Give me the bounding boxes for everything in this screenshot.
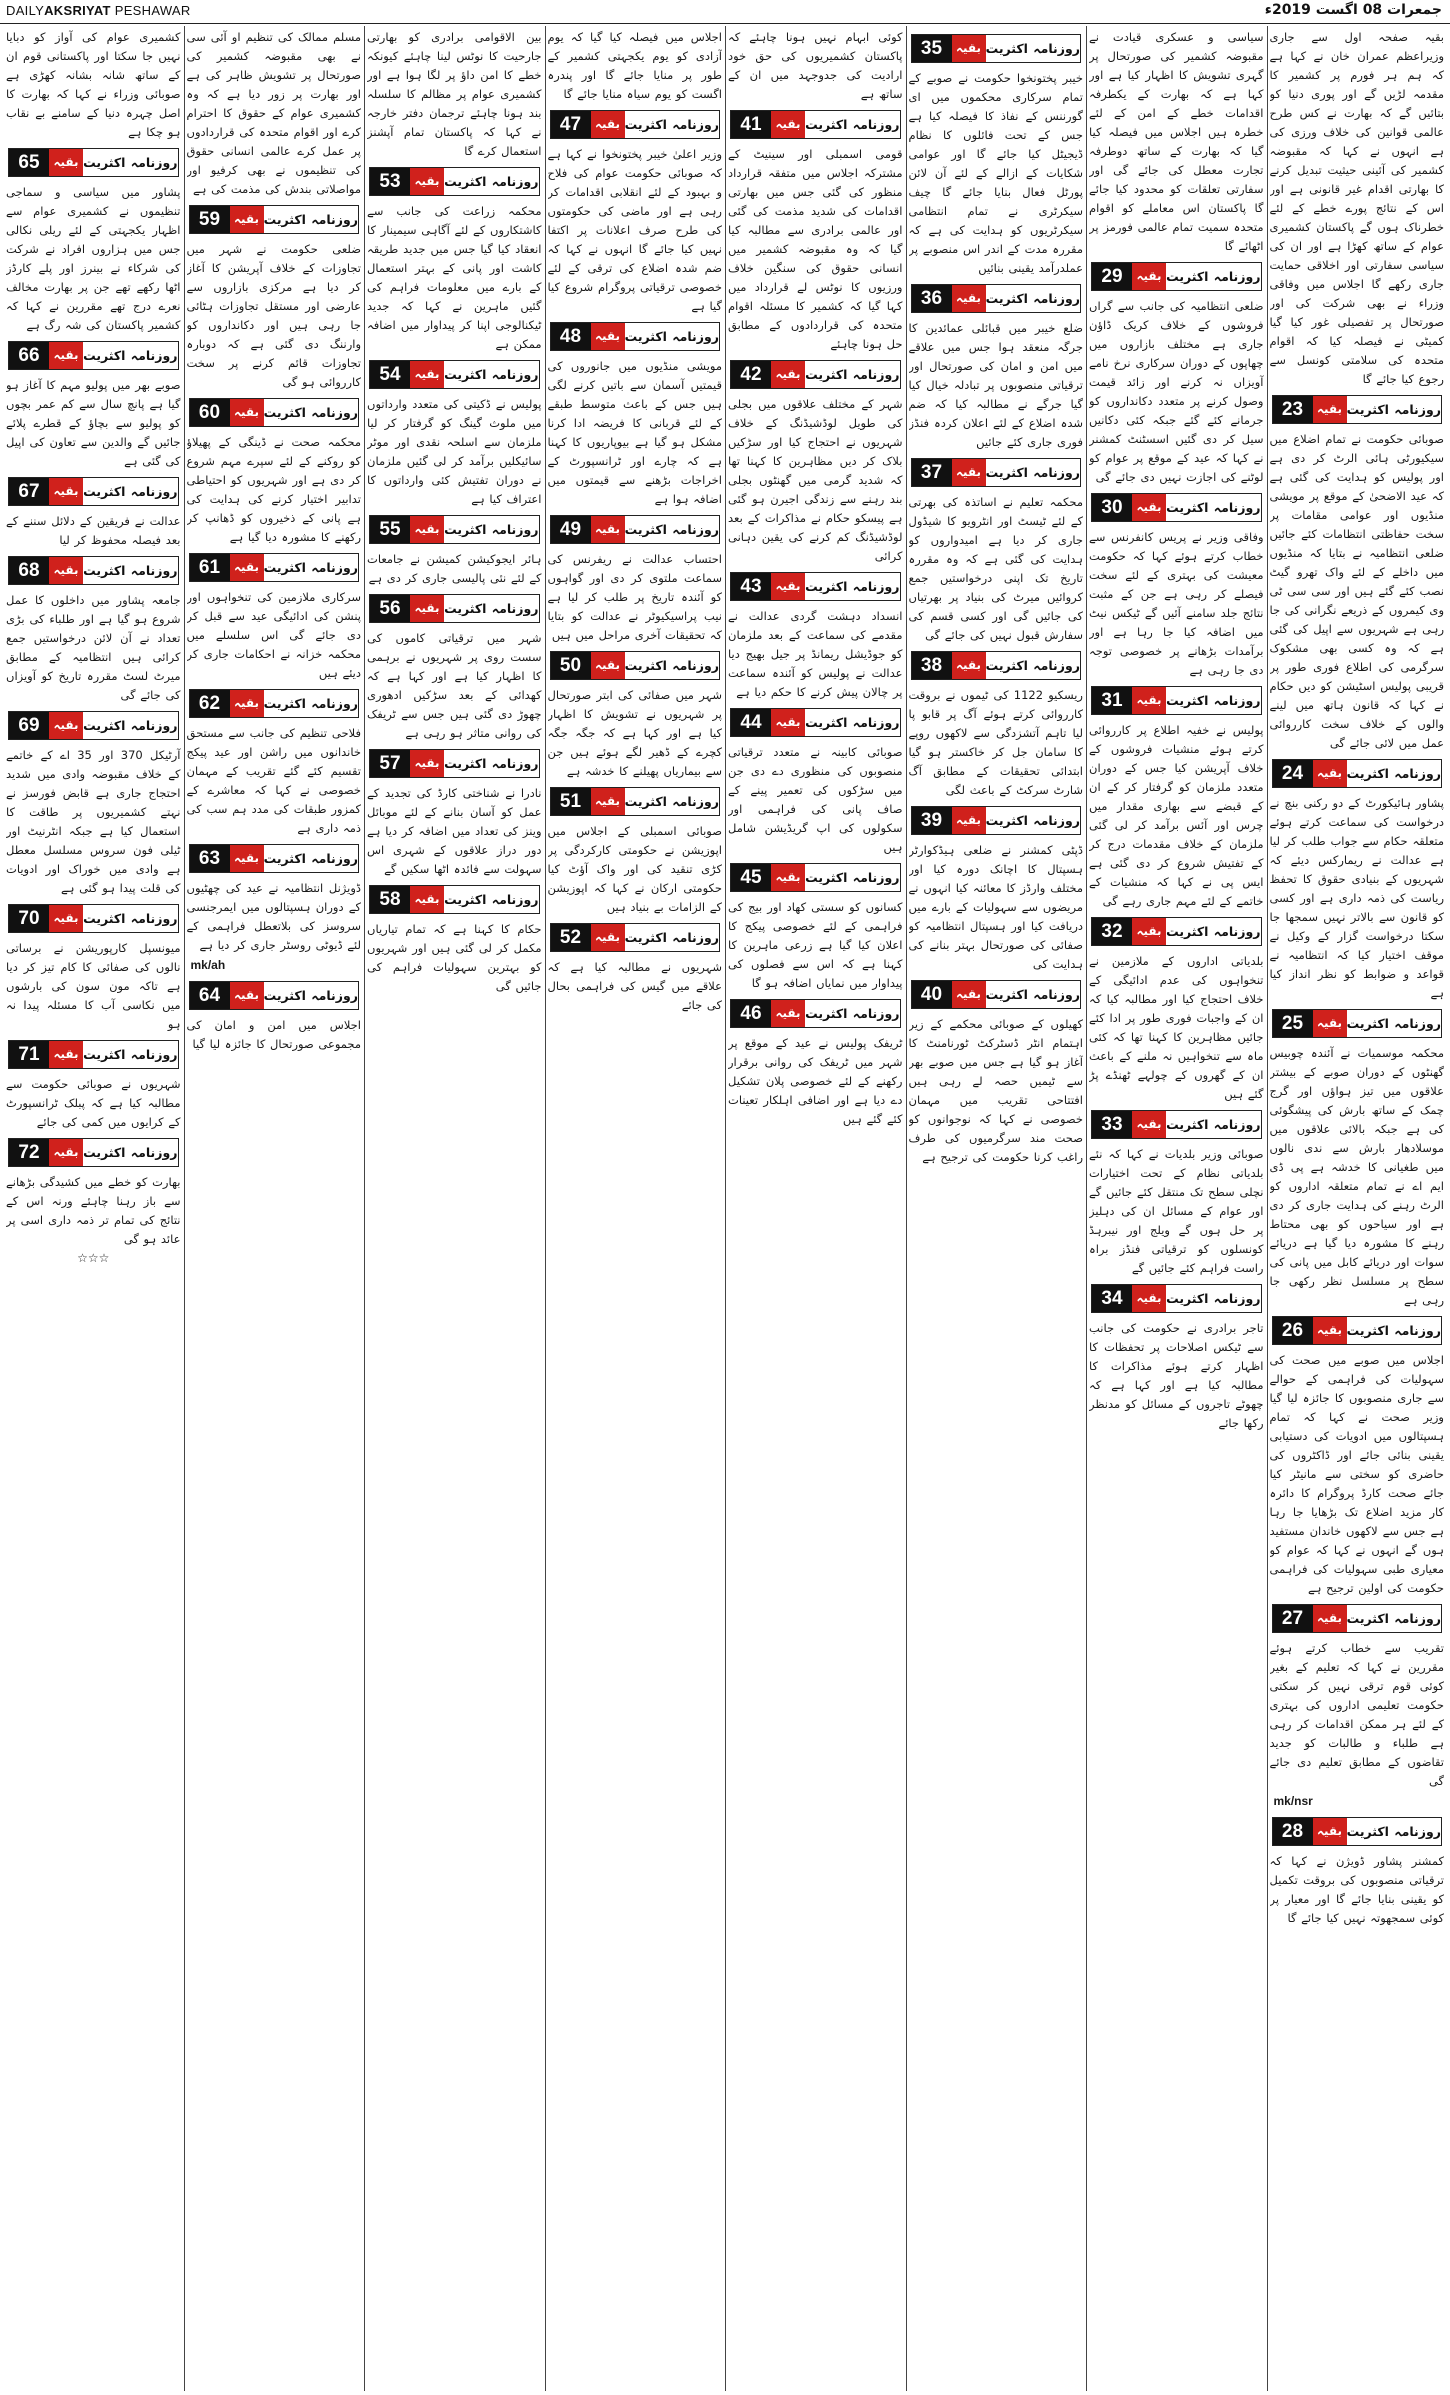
- article-text: شہر کے مختلف علاقوں میں بجلی کی طویل لوڈشیڈنگ کے خلاف شہریوں نے احتجاج کیا اور سڑکیں بلاک کر دیں مظاہرین کا کہنا تھا کہ شدید گرمی میں گھنٹوں بجلی بند رہنے سے زندگی اجیرن ہو گئی ہے پیسکو حکام نے مذاکرات کے بعد لوڈشیڈنگ کم کرنے کی یقین دہانی کرائی: [728, 397, 903, 563]
- newspaper-name-label: روزنامہ اکثریت: [83, 712, 178, 739]
- article-text: خیبر پختونخوا حکومت نے صوبے کے تمام سرکاری محکموں میں ای گورننس کے نفاذ کا فیصلہ کیا ہے جس کے تحت فائلوں کا نظام ڈیجیٹل کیا جائے گا اور عوامی شکایات کے ازالے کے لئے آن لائن پورٹل فعال بنایا جائے گا چیف سیکرٹری نے تمام انتظامی سیکرٹریوں کو ہدایت کی ہے کہ مقررہ مدت کے اندر اس منصوبے پر عملدرآمد یقینی بنائیں: [908, 71, 1083, 275]
- continuation-word: بقیہ: [230, 206, 264, 233]
- continuation-word: بقیہ: [49, 478, 83, 505]
- article-text: ہائر ایجوکیشن کمیشن نے جامعات کے لئے نئی پالیسی جاری کر دی ہے: [367, 552, 542, 585]
- newspaper-name-label: روزنامہ اکثریت: [1347, 1010, 1442, 1037]
- continuation-word: بقیہ: [410, 750, 444, 777]
- continuation-word: بقیہ: [591, 924, 625, 951]
- continuation-number: 31: [1092, 687, 1132, 714]
- article-text: میونسپل کارپوریشن نے برساتی نالوں کی صفائی کا کام تیز کر دیا ہے تاکہ مون سون کی بارشوں میں نکاسی آب کا مسئلہ پیدا نہ ہو: [6, 941, 181, 1031]
- continuation-badge: [1091, 493, 1262, 522]
- continuation-badge: [1272, 1316, 1443, 1345]
- continuation-number: 32: [1092, 918, 1132, 945]
- article-text: ضلعی حکومت نے شہر میں تجاوزات کے خلاف آپریشن کا آغاز کر دیا ہے مرکزی بازاروں سے عارضی اور مستقل تجاوزات ہٹائی جا رہی ہیں اور دکانداروں کو وارننگ دی گئی ہے کہ دوبارہ تجاوزات قائم کرنے پر سخت کارروائی ہو گی: [186, 242, 361, 389]
- continuation-word: بقیہ: [952, 807, 986, 834]
- newspaper-name-label: روزنامہ اکثریت: [1166, 263, 1261, 290]
- continuation-word: بقیہ: [1132, 1285, 1166, 1312]
- continuation-number: 33: [1092, 1111, 1132, 1138]
- continuation-number: 35: [912, 35, 952, 62]
- continuation-word: بقیہ: [952, 285, 986, 312]
- continuation-word: بقیہ: [771, 709, 805, 736]
- article-text: بھارت کو خطے میں کشیدگی بڑھانے سے باز رہنا چاہئے ورنہ اس کے نتائج کی تمام تر ذمہ داری اسی پر عائد ہو گی: [6, 1175, 181, 1246]
- continuation-badge: [550, 651, 721, 680]
- continuation-badge: [8, 477, 179, 506]
- continuation-badge: [8, 711, 179, 740]
- continuation-badge: [730, 572, 901, 601]
- continuation-number: 72: [9, 1139, 49, 1166]
- newspaper-name-label: روزنامہ اکثریت: [986, 459, 1081, 486]
- continuation-word: بقیہ: [1313, 1818, 1347, 1845]
- article-text: وفاقی وزیر نے پریس کانفرنس سے خطاب کرتے ہوئے کہا کہ حکومت معیشت کی بہتری کے لئے سخت فیصلے کر رہی ہے جن کے مثبت نتائج جلد سامنے آئیں گے ٹیکس نیٹ میں اضافہ کیا جا رہا ہے اور برآمدات بڑھانے پر خصوصی توجہ دی جا رہی ہے: [1089, 530, 1264, 677]
- continuation-word: بقیہ: [49, 149, 83, 176]
- continuation-badge: [189, 844, 360, 873]
- continuation-number: 49: [551, 516, 591, 543]
- continuation-badge: [1091, 917, 1262, 946]
- continuation-number: 65: [9, 149, 49, 176]
- continuation-badge: [369, 749, 540, 778]
- newspaper-name-label: روزنامہ اکثریت: [264, 399, 359, 426]
- continuation-number: 29: [1092, 263, 1132, 290]
- continuation-badge: [8, 341, 179, 370]
- continuation-word: بقیہ: [410, 516, 444, 543]
- continuation-word: بقیہ: [591, 323, 625, 350]
- newspaper-name-label: روزنامہ اکثریت: [264, 845, 359, 872]
- continuation-number: 28: [1273, 1818, 1313, 1845]
- newspaper-name-label: روزنامہ اکثریت: [264, 690, 359, 717]
- newspaper-name-label: روزنامہ اکثریت: [986, 807, 1081, 834]
- continuation-badge: [1272, 1817, 1443, 1846]
- continuation-number: 24: [1273, 760, 1313, 787]
- newspaper-name-label: روزنامہ اکثریت: [83, 342, 178, 369]
- news-column: [367, 28, 542, 2385]
- continuation-badge: [8, 1138, 179, 1167]
- column-rule: [725, 26, 726, 2391]
- continuation-number: 70: [9, 905, 49, 932]
- continuation-number: 30: [1092, 494, 1132, 521]
- continuation-number: 27: [1273, 1605, 1313, 1632]
- newspaper-name-label: روزنامہ اکثریت: [264, 554, 359, 581]
- article-text: شہر میں صفائی کی ابتر صورتحال پر شہریوں نے تشویش کا اظہار کیا ہے اور کہا ہے کہ جگہ جگہ کچرے کے ڈھیر لگے ہوئے ہیں جن سے بیماریاں پھیلنے کا خدشہ ہے: [547, 688, 722, 778]
- continuation-word: بقیہ: [230, 982, 264, 1009]
- article-text: اجلاس میں صوبے میں صحت کی سہولیات کی فراہمی کے حوالے سے جاری منصوبوں کا جائزہ لیا گیا وزیر صحت نے کہا کہ تمام ہسپتالوں میں ادویات کی دستیابی یقینی بنائی جائے اور ڈاکٹروں کی حاضری کو سختی سے مانیٹر کیا جائے صحت کارڈ پروگرام کا دائرہ کار مزید اضلاع تک بڑھایا جا رہا ہے جس سے لاکھوں خاندان مستفید ہوں گے انہوں نے کہا کہ عوام کو معیاری طبی سہولیات کی فراہمی حکومت کی اولین ترجیح ہے: [1269, 1353, 1444, 1595]
- newspaper-name-label: روزنامہ اکثریت: [805, 573, 900, 600]
- continuation-number: 39: [912, 807, 952, 834]
- continuation-word: بقیہ: [410, 886, 444, 913]
- article-text: مسلم ممالک کی تنظیم او آئی سی نے بھی مقبوضہ کشمیر کی صورتحال پر تشویش ظاہر کی ہے اور بھارت پر زور دیا ہے کہ وہ کشمیری عوام کے حقوق کا احترام کرے اور اقوام متحدہ کی قراردادوں پر عمل کرے عالمی انسانی حقوق کی تنظیموں نے بھی کرفیو اور مواصلاتی بندش کی مذمت کی ہے: [186, 30, 361, 196]
- newspaper-name-label: روزنامہ اکثریت: [625, 788, 720, 815]
- news-column: [187, 28, 362, 2385]
- continuation-number: 66: [9, 342, 49, 369]
- newspaper-name-label: روزنامہ اکثریت: [625, 516, 720, 543]
- continuation-badge: [8, 1040, 179, 1069]
- continuation-number: 71: [9, 1041, 49, 1068]
- column-rule: [364, 26, 365, 2391]
- editor-signature: mk/nsr: [1273, 1794, 1313, 1808]
- continuation-number: 56: [370, 595, 410, 622]
- newspaper-name-label: روزنامہ اکثریت: [444, 168, 539, 195]
- continuation-word: بقیہ: [1132, 263, 1166, 290]
- continuation-word: بقیہ: [771, 361, 805, 388]
- continuation-badge: [911, 980, 1082, 1009]
- article-text: فلاحی تنظیم کی جانب سے مستحق خاندانوں میں راشن اور عید پیکج تقسیم کئے گئے تقریب کے مہمان خصوصی نے کہا کہ معاشرے کے کمزور طبقات کی مدد ہم سب کی ذمہ داری ہے: [186, 726, 361, 835]
- article-text: احتساب عدالت نے ریفرنس کی سماعت ملتوی کر دی اور گواہوں کو آئندہ تاریخ پر طلب کر لیا ہے نیب پراسیکیوٹر نے عدالت کو بتایا کہ تحقیقات آخری مراحل میں ہیں: [547, 552, 722, 642]
- continuation-word: بقیہ: [230, 690, 264, 717]
- continuation-badge: [369, 167, 540, 196]
- continuation-word: بقیہ: [771, 1000, 805, 1027]
- continuation-word: بقیہ: [591, 788, 625, 815]
- article-text: کھیلوں کے صوبائی محکمے کے زیر اہتمام انٹر ڈسٹرکٹ ٹورنامنٹ کا آغاز ہو گیا ہے جس میں صوبے بھر سے ٹیمیں حصہ لے رہی ہیں افتتاحی تقریب میں مہمان خصوصی نے کہا کہ نوجوانوں کو صحت مند سرگرمیوں کی طرف راغب کرنا حکومت کی ترجیح ہے: [908, 1017, 1083, 1164]
- newspaper-name-label: روزنامہ اکثریت: [625, 924, 720, 951]
- continuation-word: بقیہ: [1132, 494, 1166, 521]
- newspaper-name-label: روزنامہ اکثریت: [805, 1000, 900, 1027]
- continuation-number: 34: [1092, 1285, 1132, 1312]
- continuation-number: 61: [190, 554, 230, 581]
- newspaper-name-label: روزنامہ اکثریت: [264, 982, 359, 1009]
- newspaper-name-label: روزنامہ اکثریت: [444, 516, 539, 543]
- continuation-word: بقیہ: [49, 342, 83, 369]
- continuation-badge: [189, 398, 360, 427]
- newspaper-name-label: روزنامہ اکثریت: [986, 285, 1081, 312]
- article-text: وزیر اعلیٰ خیبر پختونخوا نے کہا ہے کہ صوبائی حکومت عوام کی فلاح و بہبود کے لئے انقلابی اقدامات کر رہی ہے اور ماضی کی حکومتوں کی طرح صرف اعلانات پر اکتفا نہیں کیا جائے گا انہوں نے کہا کہ ضم شدہ اضلاع کی ترقی کے لئے خصوصی ترقیاتی پروگرام شروع کیا گیا ہے: [547, 147, 722, 313]
- continuation-badge: [189, 689, 360, 718]
- editor-signature: mk/ah: [190, 958, 226, 972]
- continuation-badge: [550, 787, 721, 816]
- continuation-number: 38: [912, 652, 952, 679]
- newspaper-name-label: روزنامہ اکثریت: [444, 595, 539, 622]
- continuation-number: 37: [912, 459, 952, 486]
- continuation-number: 52: [551, 924, 591, 951]
- newspaper-name-label: روزنامہ اکثریت: [1166, 918, 1261, 945]
- article-text: نادرا نے شناختی کارڈ کی تجدید کے عمل کو آسان بنانے کے لئے موبائل وینز کی تعداد میں اضافہ کر دیا ہے دور دراز علاقوں کے شہری اس سہولت سے فائدہ اٹھا سکیں گے: [367, 786, 542, 876]
- article-text: پولیس نے خفیہ اطلاع پر کارروائی کرتے ہوئے منشیات فروشوں کے خلاف آپریشن کیا جس کے دوران متعدد ملزمان کو گرفتار کر کے ان کے قبضے سے بھاری مقدار میں چرس اور آئس برآمد کر لی گئی ملزمان کے خلاف مقدمات درج کر کے تفتیش شروع کر دی گئی ہے ایس پی نے کہا کہ منشیات کے خاتمے کے لئے مہم جاری رہے گی: [1089, 723, 1264, 908]
- continuation-number: 53: [370, 168, 410, 195]
- continuation-number: 64: [190, 982, 230, 1009]
- news-column: [909, 28, 1084, 2385]
- newspaper-name-label: روزنامہ اکثریت: [1347, 1818, 1442, 1845]
- continuation-badge: [1091, 262, 1262, 291]
- news-column: [6, 28, 181, 2385]
- newspaper-name-label: روزنامہ اکثریت: [805, 709, 900, 736]
- continuation-word: بقیہ: [1313, 760, 1347, 787]
- newspaper-name-label: روزنامہ اکثریت: [625, 652, 720, 679]
- continuation-word: بقیہ: [410, 168, 444, 195]
- article-text: محکمہ تعلیم نے اساتذہ کی بھرتی کے لئے ٹیسٹ اور انٹرویو کا شیڈول جاری کر دیا ہے امیدواروں کو ہدایت کی گئی ہے کہ وہ مقررہ تاریخ تک اپنی درخواستیں جمع کروائیں میرٹ کی بنیاد پر بھرتیاں کی جائیں گی اور کسی قسم کی سفارش قبول نہیں کی جائے گی: [908, 495, 1083, 642]
- article-text: کمشنر پشاور ڈویژن نے کہا کہ ترقیاتی منصوبوں کی بروقت تکمیل کو یقینی بنایا جائے گا اور معیار پر کوئی سمجھوتہ نہیں کیا جائے گا: [1269, 1854, 1444, 1925]
- newspaper-name-label: روزنامہ اکثریت: [1347, 1605, 1442, 1632]
- column-rule: [1267, 26, 1268, 2391]
- continuation-badge: [1091, 1284, 1262, 1313]
- continuation-badge: [1272, 395, 1443, 424]
- article-text: شہر میں ترقیاتی کاموں کی سست روی پر شہریوں نے برہمی کا اظہار کیا ہے اور کہا ہے کہ کھدائی کے بعد سڑکیں ادھوری چھوڑ دی گئی ہیں جس سے ٹریفک کی روانی متاثر ہو رہی ہے: [367, 631, 542, 740]
- continuation-number: 60: [190, 399, 230, 426]
- continuation-word: بقیہ: [1313, 1605, 1347, 1632]
- continuation-word: بقیہ: [952, 459, 986, 486]
- continuation-badge: [730, 708, 901, 737]
- continuation-badge: [911, 34, 1082, 63]
- continuation-badge: [911, 458, 1082, 487]
- article-text: پشاور میں سیاسی و سماجی تنظیموں نے کشمیری عوام سے اظہار یکجہتی کے لئے ریلی نکالی جس میں ہزاروں افراد نے شرکت کی شرکاء نے بینرز اور پلے کارڈز اٹھا رکھے تھے جن پر بھارت مخالف نعرے درج تھے مقررین نے کہا کہ کشمیر پاکستان کی شہ رگ ہے: [6, 185, 181, 332]
- continuation-word: بقیہ: [410, 361, 444, 388]
- newspaper-name-label: روزنامہ اکثریت: [444, 886, 539, 913]
- newspaper-name-label: روزنامہ اکثریت: [1166, 1285, 1261, 1312]
- continuation-number: 48: [551, 323, 591, 350]
- newspaper-name-label: روزنامہ اکثریت: [1347, 1317, 1442, 1344]
- article-text: صوبے بھر میں پولیو مہم کا آغاز ہو گیا ہے پانچ سال سے کم عمر بچوں کو پولیو سے بچاؤ کے قطرے پلائے جائیں گے والدین سے تعاون کی اپیل کی گئی ہے: [6, 378, 181, 468]
- continuation-badge: [550, 110, 721, 139]
- continuation-number: 62: [190, 690, 230, 717]
- continuation-badge: [730, 999, 901, 1028]
- column-rule: [545, 26, 546, 2391]
- article-text: ڈپٹی کمشنر نے ضلعی ہیڈکوارٹر ہسپتال کا اچانک دورہ کیا اور مختلف وارڈز کا معائنہ کیا انہوں نے مریضوں سے سہولیات کے بارے میں دریافت کیا اور ہسپتال انتظامیہ کو صفائی کی صورتحال بہتر بنانے کی ہدایت کی: [908, 843, 1083, 971]
- article-text: بین الاقوامی برادری کو بھارتی جارحیت کا نوٹس لینا چاہئے کیونکہ خطے کا امن داؤ پر لگا ہوا ہے اور کشمیری عوام پر مظالم کا سلسلہ بند ہونا چاہئے ترجمان دفتر خارجہ نے کہا کہ پاکستان تمام آپشنز استعمال کرے گا: [367, 30, 542, 158]
- newspaper-name-label: روزنامہ اکثریت: [1166, 494, 1261, 521]
- newspaper-name-label: روزنامہ اکثریت: [986, 35, 1081, 62]
- continuation-number: 54: [370, 361, 410, 388]
- continuation-word: بقیہ: [49, 557, 83, 584]
- newspaper-name-label: روزنامہ اکثریت: [83, 557, 178, 584]
- newspaper-name-label: روزنامہ اکثریت: [1347, 396, 1442, 423]
- continuation-number: 59: [190, 206, 230, 233]
- continuation-word: بقیہ: [410, 595, 444, 622]
- article-text: صوبائی اسمبلی کے اجلاس میں اپوزیشن نے حکومتی کارکردگی پر کڑی تنقید کی اور واک آؤٹ کیا حکومتی ارکان نے کہا کہ اپوزیشن کے الزامات بے بنیاد ہیں: [547, 824, 722, 914]
- newspaper-name-label: روزنامہ اکثریت: [986, 981, 1081, 1008]
- masthead: [0, 0, 1450, 24]
- newspaper-name-label: روزنامہ اکثریت: [805, 864, 900, 891]
- continuation-word: بقیہ: [230, 845, 264, 872]
- article-text: اجلاس میں امن و امان کی مجموعی صورتحال کا جائزہ لیا گیا: [186, 1018, 361, 1051]
- article-text: انسداد دہشت گردی عدالت نے مقدمے کی سماعت کے بعد ملزمان کو جوڈیشل ریمانڈ پر جیل بھیج دیا عدالت نے پولیس کو آئندہ سماعت پر چالان پیش کرنے کا حکم دیا ہے: [728, 609, 903, 699]
- news-column: [1089, 28, 1264, 2385]
- continuation-word: بقیہ: [1313, 1010, 1347, 1037]
- continuation-number: 44: [731, 709, 771, 736]
- continuation-badge: [8, 556, 179, 585]
- continuation-word: بقیہ: [49, 712, 83, 739]
- article-text: تاجر برادری نے حکومت کی جانب سے ٹیکس اصلاحات پر تحفظات کا اظہار کرتے ہوئے مذاکرات کا مطالبہ کیا ہے اور کہا ہے کہ چھوٹے تاجروں کے مسائل کو مدنظر رکھا جائے: [1089, 1321, 1264, 1430]
- continuation-badge: [911, 806, 1082, 835]
- continuation-number: 51: [551, 788, 591, 815]
- newspaper-name-label: روزنامہ اکثریت: [625, 111, 720, 138]
- article-text: قومی اسمبلی اور سینیٹ کے مشترکہ اجلاس میں متفقہ قرارداد منظور کی گئی جس میں بھارتی اقدامات کی شدید مذمت کی گئی اور عالمی برادری سے مطالبہ کیا گیا کہ وہ مقبوضہ کشمیر میں انسانی حقوق کی سنگین خلاف ورزیوں کا نوٹس لے قرارداد میں کہا گیا کہ کشمیر کا مسئلہ اقوام متحدہ کی قراردادوں کے مطابق حل ہونا چاہئے: [728, 147, 903, 351]
- article-text: ڈویژنل انتظامیہ نے عید کی چھٹیوں کے دوران ہسپتالوں میں ایمرجنسی سروسز کی بلاتعطل فراہمی کے لئے ڈیوٹی روسٹر جاری کر دیا ہے: [186, 881, 361, 952]
- newspaper-name-label: روزنامہ اکثریت: [1347, 760, 1442, 787]
- newspaper-name-label: روزنامہ اکثریت: [444, 750, 539, 777]
- article-text: ضلع خیبر میں قبائلی عمائدین کا جرگہ منعقد ہوا جس میں علاقے میں امن و امان کی صورتحال اور ترقیاتی منصوبوں پر تبادلہ خیال کیا گیا جرگے نے مطالبہ کیا کہ ضم شدہ اضلاع کے لئے اعلان کردہ فنڈز فوری جاری کئے جائیں: [908, 321, 1083, 449]
- article-text: پشاور ہائیکورٹ کے دو رکنی بنچ نے درخواست کی سماعت کرتے ہوئے متعلقہ حکام سے جواب طلب کر لیا ہے عدالت نے ریمارکس دیئے کہ شہریوں کے بنیادی حقوق کا تحفظ ریاست کی ذمہ داری ہے اور کسی کو قانون سے بالاتر نہیں سمجھا جا سکتا درخواست گزار کے وکیل نے موقف اختیار کیا کہ انتظامیہ نے قواعد و ضوابط کو نظر انداز کیا ہے: [1269, 796, 1444, 1000]
- article-text: کوئی ابہام نہیں ہونا چاہئے کہ پاکستان کشمیریوں کی حق خود ارادیت کی جدوجہد میں ان کے ساتھ ہے: [728, 30, 903, 101]
- continuation-number: 55: [370, 516, 410, 543]
- continuation-word: بقیہ: [49, 905, 83, 932]
- issue-date: جمعرات 08 اگست 2019ء: [1264, 2, 1442, 18]
- end-stars: ☆☆☆: [77, 1251, 110, 1265]
- newspaper-name-label: روزنامہ اکثریت: [83, 478, 178, 505]
- continuation-number: 57: [370, 750, 410, 777]
- article-text: شہریوں نے صوبائی حکومت سے مطالبہ کیا ہے کہ پبلک ٹرانسپورٹ کے کرایوں میں کمی کی جائے: [6, 1077, 181, 1129]
- continuation-word: بقیہ: [1132, 687, 1166, 714]
- article-text: کشمیری عوام کی آواز کو دبایا نہیں جا سکتا اور پاکستانی قوم ان کے ساتھ شانہ بشانہ کھڑی ہے صوبائی وزراء نے کہا کہ بھارت کا اصل چہرہ دنیا کے سامنے بے نقاب ہو چکا ہے: [6, 30, 181, 139]
- column-rule: [1086, 26, 1087, 2391]
- continuation-badge: [8, 904, 179, 933]
- continuation-number: 63: [190, 845, 230, 872]
- continuation-badge: [730, 360, 901, 389]
- continuation-word: بقیہ: [1132, 1111, 1166, 1138]
- continuation-number: 45: [731, 864, 771, 891]
- article-text: پولیس نے ڈکیتی کی متعدد وارداتوں میں ملوث گینگ کو گرفتار کر لیا ملزمان سے اسلحہ نقدی اور موٹر سائیکلیں برآمد کر لی گئیں ملزمان نے دوران تفتیش کئی وارداتوں کا اعتراف کیا ہے: [367, 397, 542, 506]
- newspaper-name-label: روزنامہ اکثریت: [83, 149, 178, 176]
- continuation-word: بقیہ: [771, 864, 805, 891]
- column-rule: [906, 26, 907, 2391]
- article-text: سرکاری ملازمین کی تنخواہوں اور پنشن کی ادائیگی عید سے قبل کر دی جائے گی اس سلسلے میں محکمہ خزانہ نے احکامات جاری کر دیئے ہیں: [186, 590, 361, 680]
- article-text: حکام کا کہنا ہے کہ تمام تیاریاں مکمل کر لی گئی ہیں اور شہریوں کو بہترین سہولیات فراہم کی جائیں گی: [367, 922, 542, 993]
- continuation-number: 58: [370, 886, 410, 913]
- continuation-badge: [1091, 686, 1262, 715]
- continuation-number: 43: [731, 573, 771, 600]
- newspaper-name-label: روزنامہ اکثریت: [805, 111, 900, 138]
- article-text: سیاسی و عسکری قیادت نے مقبوضہ کشمیر کی صورتحال پر گہری تشویش کا اظہار کیا ہے اور کہا ہے کہ بھارت کے یکطرفہ اقدامات خطے کے امن کے لئے خطرہ ہیں اجلاس میں فیصلہ کیا گیا کہ بھارت کے ساتھ دوطرفہ تجارت معطل کی جائے گی اور سفارتی تعلقات کو محدود کیا جائے گا پاکستان اس معاملے کو اقوام متحدہ سمیت تمام عالمی فورمز پر اٹھائے گا: [1089, 30, 1264, 253]
- continuation-number: 26: [1273, 1317, 1313, 1344]
- continuation-word: بقیہ: [952, 652, 986, 679]
- continuation-word: بقیہ: [591, 652, 625, 679]
- continuation-word: بقیہ: [230, 554, 264, 581]
- continuation-badge: [730, 110, 901, 139]
- continuation-word: بقیہ: [1313, 396, 1347, 423]
- continuation-badge: [911, 651, 1082, 680]
- article-text: جامعہ پشاور میں داخلوں کا عمل شروع ہو گیا ہے اور طلباء کی بڑی تعداد نے آن لائن درخواستیں جمع کرائی ہیں انتظامیہ کے مطابق میرٹ لسٹ مقررہ تاریخ کو آویزاں کی جائے گی: [6, 593, 181, 702]
- article-text: عدالت نے فریقین کے دلائل سننے کے بعد فیصلہ محفوظ کر لیا: [6, 514, 181, 547]
- article-text: محکمہ زراعت کی جانب سے کاشتکاروں کے لئے آگاہی سیمینار کا انعقاد کیا گیا جس میں جدید طریقہ کاشت اور پانی کے بہتر استعمال کے بارے میں معلومات فراہم کی گئیں ماہرین نے کہا کہ جدید ٹیکنالوجی اپنا کر پیداوار میں اضافہ ممکن ہے: [367, 204, 542, 351]
- newspaper-name-label: روزنامہ اکثریت: [264, 206, 359, 233]
- article-text: بقیہ صفحہ اول سے جاری وزیراعظم عمران خان نے کہا ہے کہ ہم ہر فورم پر کشمیر کا مقدمہ لڑیں گے اور پوری دنیا کو بتائیں گے کہ بھارت نے کس طرح عالمی قوانین کی خلاف ورزی کی ہے انہوں نے کہا کہ مقبوضہ کشمیر کی آئینی حیثیت تبدیل کرنے کا بھارتی اقدام غیر قانونی ہے اور اس کے نتائج پورے خطے کے لئے خطرناک ہوں گے پاکستان کشمیری عوام کے ساتھ کھڑا ہے اور ان کی سیاسی سفارتی اور اخلاقی حمایت جاری رکھے گا اجلاس میں وفاقی وزراء نے بھی شرکت کی اور صورتحال پر تفصیلی غور کیا گیا کمیٹی نے فیصلہ کیا کہ اقوام متحدہ کی سلامتی کونسل سے رجوع کیا جائے گا: [1269, 30, 1444, 386]
- continuation-badge: [550, 322, 721, 351]
- newspaper-name-label: روزنامہ اکثریت: [83, 1041, 178, 1068]
- news-column: [1270, 28, 1445, 2385]
- continuation-word: بقیہ: [952, 981, 986, 1008]
- newspaper-name-label: روزنامہ اکثریت: [986, 652, 1081, 679]
- article-text: صوبائی وزیر بلدیات نے کہا کہ نئے بلدیاتی نظام کے تحت اختیارات نچلی سطح تک منتقل کئے جائیں گے اور عوام کے مسائل ان کی دہلیز پر حل ہوں گے ویلج اور نیبرہڈ کونسلوں کو ترقیاتی فنڈز براہ راست فراہم کئے جائیں گے: [1089, 1147, 1264, 1275]
- continuation-badge: [1272, 759, 1443, 788]
- continuation-number: 69: [9, 712, 49, 739]
- continuation-badge: [369, 515, 540, 544]
- continuation-number: 67: [9, 478, 49, 505]
- continuation-badge: [8, 148, 179, 177]
- news-column: [548, 28, 723, 2385]
- continuation-word: بقیہ: [771, 573, 805, 600]
- column-rule: [184, 26, 185, 2391]
- article-text: صوبائی کابینہ نے متعدد ترقیاتی منصوبوں کی منظوری دے دی جن میں سڑکوں کی تعمیر پینے کے صاف پانی کی فراہمی اور سکولوں کی اپ گریڈیشن شامل ہیں: [728, 745, 903, 854]
- continuation-number: 42: [731, 361, 771, 388]
- continuation-number: 68: [9, 557, 49, 584]
- article-text: اجلاس میں فیصلہ کیا گیا کہ یوم آزادی کو یوم یکجہتی کشمیر کے طور پر منایا جائے گا اور پندرہ اگست کو یوم سیاہ منایا جائے گا: [547, 30, 722, 101]
- article-text: ریسکیو 1122 کی ٹیموں نے بروقت کارروائی کرتے ہوئے آگ پر قابو پا لیا تاہم آتشزدگی سے لاکھوں روپے کا سامان جل کر خاکستر ہو گیا ابتدائی تحقیقات کے مطابق آگ شارٹ سرکٹ کے باعث لگی: [908, 688, 1083, 797]
- article-text: مویشی منڈیوں میں جانوروں کی قیمتیں آسمان سے باتیں کرنے لگی ہیں جس کے باعث متوسط طبقے کے لئے قربانی کا فریضہ ادا کرنا مشکل ہو گیا ہے بیوپاریوں کا کہنا ہے کہ چارے اور ٹرانسپورٹ کے اخراجات بڑھنے سے قیمتوں میں اضافہ ہوا ہے: [547, 359, 722, 506]
- article-text: بلدیاتی اداروں کے ملازمین نے تنخواہوں کی عدم ادائیگی کے خلاف احتجاج کیا اور مطالبہ کیا کہ ان کے واجبات فوری طور پر ادا کئے جائیں مظاہرین کا کہنا تھا کہ کئی ماہ سے تنخواہیں نہ ملنے کے باعث ان کے گھروں کے چولہے ٹھنڈے پڑ گئے ہیں: [1089, 954, 1264, 1101]
- continuation-word: بقیہ: [591, 516, 625, 543]
- continuation-badge: [730, 863, 901, 892]
- newspaper-name-label: روزنامہ اکثریت: [83, 905, 178, 932]
- article-text: محکمہ موسمیات نے آئندہ چوبیس گھنٹوں کے دوران صوبے کے بیشتر علاقوں میں تیز ہواؤں اور گرج چمک کے ساتھ بارش کی پیشگوئی کی ہے جبکہ بالائی علاقوں میں موسلادھار بارش سے ندی نالوں میں طغیانی کا خدشہ ہے پی ڈی ایم اے نے تمام متعلقہ اداروں کو الرٹ رہنے کی ہدایت جاری کر دی ہے اور سیاحوں کو بھی محتاط رہنے کا مشورہ دیا گیا ہے دریائے سوات اور دریائے کابل میں پانی کی سطح پر مسلسل نظر رکھی جا رہی ہے: [1269, 1046, 1444, 1307]
- continuation-badge: [369, 594, 540, 623]
- continuation-word: بقیہ: [591, 111, 625, 138]
- continuation-badge: [550, 923, 721, 952]
- continuation-number: 23: [1273, 396, 1313, 423]
- continuation-word: بقیہ: [1132, 918, 1166, 945]
- continuation-number: 41: [731, 111, 771, 138]
- article-text: ضلعی انتظامیہ کی جانب سے گراں فروشوں کے خلاف کریک ڈاؤن جاری ہے مختلف بازاروں میں چھاپوں کے دوران سرکاری نرخ نامے آویزاں نہ کرنے اور زائد قیمت وصول کرنے پر متعدد دکانداروں کو جرمانے کئے گئے جبکہ کئی دکانیں سیل کر دی گئیں اسسٹنٹ کمشنر نے کہا کہ عید کے موقع پر عوام کو لوٹنے کی اجازت نہیں دی جائے گی: [1089, 299, 1264, 484]
- continuation-number: 46: [731, 1000, 771, 1027]
- paper-name: DAILYAKSRIYAT PESHAWAR: [6, 3, 191, 18]
- continuation-badge: [189, 205, 360, 234]
- continuation-number: 40: [912, 981, 952, 1008]
- article-text: آرٹیکل 370 اور 35 اے کے خاتمے کے خلاف مقبوضہ وادی میں شدید احتجاج جاری ہے قابض فورسز نے نہتے کشمیریوں پر طاقت کا استعمال کیا ہے جبکہ انٹرنیٹ اور ٹیلی فون سروس مسلسل معطل ہے وادی میں خوراک اور ادویات کی قلت پیدا ہو گئی ہے: [6, 748, 181, 895]
- continuation-badge: [369, 360, 540, 389]
- continuation-word: بقیہ: [1313, 1317, 1347, 1344]
- continuation-word: بقیہ: [952, 35, 986, 62]
- continuation-badge: [1272, 1604, 1443, 1633]
- article-text: صوبائی حکومت نے تمام اضلاع میں سیکیورٹی ہائی الرٹ کر دی ہے اور پولیس کو ہدایت کی گئی ہے کہ عید الاضحیٰ کے موقع پر مویشی منڈیوں اور عوامی مقامات پر سخت حفاظتی انتظامات کئے جائیں ضلعی انتظامیہ نے بتایا کہ منڈیوں میں داخلے کے لئے واک تھرو گیٹ نصب کئے گئے ہیں اور سی سی ٹی وی کیمروں کے ذریعے نگرانی کی جا رہی ہے شہریوں سے اپیل کی گئی ہے کہ وہ کسی بھی مشکوک سرگرمی کی اطلاع فوری طور پر قریبی پولیس اسٹیشن کو دیں حکام نے کہا کہ قانون ہاتھ میں لینے والوں کے خلاف سخت کارروائی عمل میں لائی جائے گی: [1269, 432, 1444, 750]
- continuation-badge: [550, 515, 721, 544]
- news-column: [728, 28, 903, 2385]
- newspaper-name-label: روزنامہ اکثریت: [444, 361, 539, 388]
- newspaper-name-label: روزنامہ اکثریت: [83, 1139, 178, 1166]
- continuation-word: بقیہ: [771, 111, 805, 138]
- newspaper-name-label: روزنامہ اکثریت: [805, 361, 900, 388]
- article-text: شہریوں نے مطالبہ کیا ہے کہ علاقے میں گیس کی فراہمی بحال کی جائے: [547, 960, 722, 1012]
- article-text: ٹریفک پولیس نے عید کے موقع پر شہر میں ٹریفک کی روانی برقرار رکھنے کے لئے خصوصی پلان تشکیل دے دیا ہے اور اضافی اہلکار تعینات کئے گئے ہیں: [728, 1036, 903, 1126]
- continuation-word: بقیہ: [230, 399, 264, 426]
- continuation-badge: [1091, 1110, 1262, 1139]
- continuation-word: بقیہ: [49, 1139, 83, 1166]
- newspaper-name-label: روزنامہ اکثریت: [1166, 1111, 1261, 1138]
- newspaper-name-label: روزنامہ اکثریت: [1166, 687, 1261, 714]
- article-text: تقریب سے خطاب کرتے ہوئے مقررین نے کہا کہ تعلیم کے بغیر کوئی قوم ترقی نہیں کر سکتی حکومت تعلیمی اداروں کی بہتری کے لئے ہر ممکن اقدامات کر رہی ہے طلباء و طالبات کو جدید تقاضوں کے مطابق تعلیم دی جائے گی: [1269, 1641, 1444, 1788]
- continuation-badge: [369, 885, 540, 914]
- continuation-number: 47: [551, 111, 591, 138]
- continuation-number: 25: [1273, 1010, 1313, 1037]
- continuation-word: بقیہ: [49, 1041, 83, 1068]
- continuation-badge: [189, 981, 360, 1010]
- article-text: محکمہ صحت نے ڈینگی کے پھیلاؤ کو روکنے کے لئے سپرے مہم شروع کر دی ہے اور شہریوں کو احتیاطی تدابیر اختیار کرنے کی ہدایت کی ہے پانی کے ذخیروں کو ڈھانپ کر رکھنے کا مشورہ دیا گیا ہے: [186, 435, 361, 544]
- continuation-number: 36: [912, 285, 952, 312]
- continuation-badge: [189, 553, 360, 582]
- continuation-badge: [1272, 1009, 1443, 1038]
- continuation-badge: [911, 284, 1082, 313]
- newspaper-name-label: روزنامہ اکثریت: [625, 323, 720, 350]
- article-text: کسانوں کو سستی کھاد اور بیج کی فراہمی کے لئے خصوصی پیکج کا اعلان کیا گیا ہے زرعی ماہرین کا کہنا ہے کہ اس سے فصلوں کی پیداوار میں نمایاں اضافہ ہو گا: [728, 900, 903, 990]
- continuation-number: 50: [551, 652, 591, 679]
